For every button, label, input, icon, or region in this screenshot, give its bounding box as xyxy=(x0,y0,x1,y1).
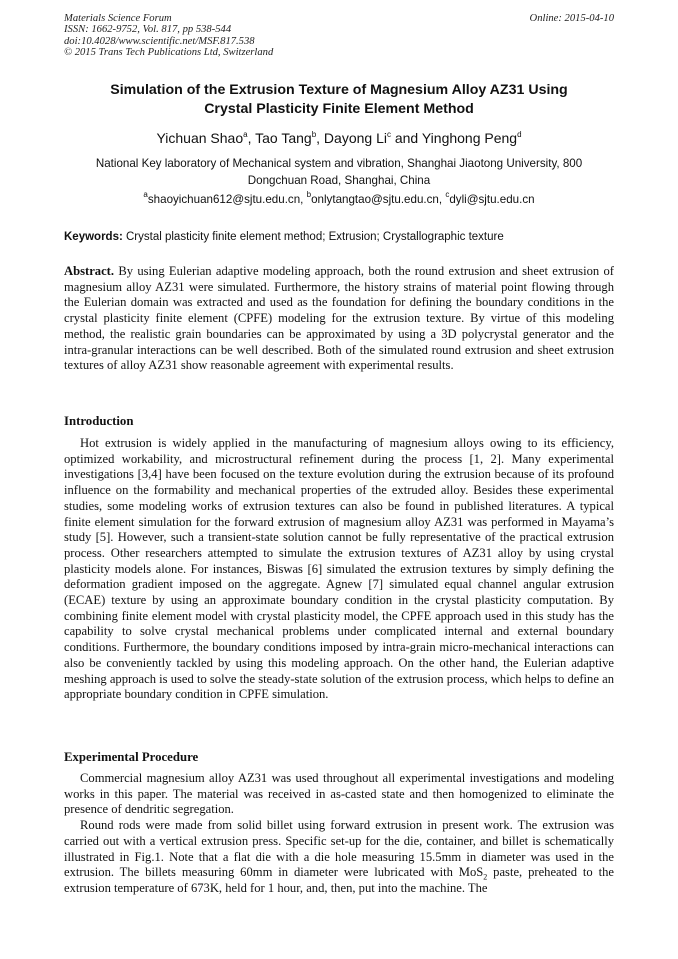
email-separator: , xyxy=(300,193,307,206)
email-address[interactable]: dyli@sjtu.edu.cn xyxy=(449,193,535,206)
email-list xyxy=(64,192,614,208)
author-name: Yichuan Shao xyxy=(156,130,244,146)
affiliation-line-2: Dongchuan Road, Shanghai, China xyxy=(247,173,431,187)
email-mark: a xyxy=(143,190,148,199)
author-separator: , xyxy=(247,130,256,146)
journal-header xyxy=(64,13,273,59)
email-mark: b xyxy=(306,190,312,199)
title-line-2: Crystal Plasticity Finite Element Method xyxy=(204,101,474,117)
affiliation-line-1: National Key laboratory of Mechanical system and vibration, Shanghai Jiaotong University, 800 xyxy=(95,157,583,170)
journal-doi: doi:10.4028/www.scientific.net/MSF.817.538 xyxy=(64,35,255,47)
experimental-text: paste, preheated to the extrusion temperature of 673K, held for 1 hour, and, then, put into the machine. The xyxy=(64,865,614,895)
introduction-heading: Introduction xyxy=(64,414,134,428)
keywords xyxy=(64,229,614,245)
introduction-body xyxy=(64,436,614,703)
title-line-1: Simulation of the Extrusion Texture of Magnesium Alloy AZ31 Using xyxy=(110,82,568,98)
abstract-label: Abstract. xyxy=(64,264,115,278)
online-date: Online: 2015-04-10 xyxy=(529,13,614,24)
author-name: Tao Tang xyxy=(255,130,312,146)
author-mark: a xyxy=(243,130,248,139)
experimental-paragraph-1: Commercial magnesium alloy AZ31 was used throughout all experimental investigations and modeling works in this paper. The material was received in as-casted state and then homogenized to eliminate the presence of dendritic segregation. xyxy=(64,771,614,817)
journal-copyright: © 2015 Trans Tech Publications Ltd, Switzerland xyxy=(64,47,274,59)
author-list xyxy=(64,129,614,147)
keywords-text: Crystal plasticity finite element method; Extrusion; Crystallographic texture xyxy=(126,231,504,243)
author-mark: d xyxy=(517,130,522,139)
email-address[interactable]: shaoyichuan612@sjtu.edu.cn xyxy=(147,193,301,206)
affiliation xyxy=(64,156,614,189)
author-separator: and xyxy=(390,130,422,146)
author-name: Yinghong Peng xyxy=(421,130,518,146)
experimental-paragraph-2 xyxy=(64,818,614,897)
author-mark: b xyxy=(311,130,317,139)
paper-title xyxy=(64,81,614,119)
abstract-text: By using Eulerian adaptive modeling approach, both the round extrusion and sheet extrusion of magnesium alloy AZ31 were simulated. Furthermore, the history strains of material point flowing through the Eulerian domain was extracted and used as the foundation for defining the boundary conditions in the crystal plasticity finite element (CPFE) modeling for the extrusion texture. By virtue of this modeling method, the realistic grain boundaries can be approximated by using a 3D polycrystal generator and the intra-granular interactions can be well described. Both of the simulated round extrusion and sheet extrusion textures of alloy AZ31 show reasonable agreement with experimental results. xyxy=(64,264,614,373)
introduction-paragraph: Hot extrusion is widely applied in the manufacturing of magnesium alloys owing to its efficiency, optimized workability, and microstructural refinement during the process [1, 2]. Many experimental investigations [3,4] have been focused on the texture evolution during the extrusion because of its profound influence on the formability and mechanical properties of the extruded alloy. Besides these experimental studies, some modeling works of extrusion textures can also be found in published literatures. A typical finite element simulation for the forward extrusion of magnesium alloy AZ31 was performed in Mayama’s study [5]. However, such a transient-state solution cannot be fully representative of the practical extrusion process. Other researchers attempted to simulate the extrusion textures of AZ31 alloy by using crystal plasticity models alone. For instances, Biswas [6] simulated the extrusion textures by simply defining the deformation gradient imposed on the aggregate. Agnew [7] simulated equal channel angular extrusion (ECAE) texture by using an approximate boundary condition in the crystal plasticity computation. By combining finite element model with crystal plasticity model, the CPFE approach used in this study has the capability to solve crystal mechanical problems under complicated internal and external boundary conditions. Furthermore, the boundary conditions imposed by intra-grain micro-mechanical interactions can also be conveniently tackled by using this modeling approach. On the other hand, the Eulerian adaptive meshing approach is used to solve the steady-state solution of the extrusion process, which helps to define an appropriate boundary condition in CPFE simulation. xyxy=(64,436,614,702)
email-address[interactable]: onlytangtao@sjtu.edu.cn xyxy=(311,193,439,206)
author-name: Dayong Li xyxy=(323,130,387,146)
abstract xyxy=(64,264,614,374)
experimental-body xyxy=(64,771,614,897)
journal-issn: ISSN: 1662-9752, Vol. 817, pp 538-544 xyxy=(64,24,232,36)
keywords-label: Keywords: xyxy=(64,231,123,243)
journal-name: Materials Science Forum xyxy=(64,13,172,24)
email-mark: c xyxy=(445,190,450,199)
experimental-heading: Experimental Procedure xyxy=(64,750,199,764)
subscript: 2 xyxy=(483,872,488,882)
author-mark: c xyxy=(386,130,391,139)
email-separator: , xyxy=(438,193,446,206)
author-separator: , xyxy=(316,130,324,146)
experimental-text: Round rods were made from solid billet using forward extrusion in present work. The extrusion was carried out with a vertical extrusion press. Specific set-up for the die, container, and billet is schematically illustrated in Fig.1. Note that a flat die with a die hole measuring 15.5mm in diameter was used in the extrusion. The billets measuring 60mm in diameter were lubricated with MoS xyxy=(64,818,614,880)
